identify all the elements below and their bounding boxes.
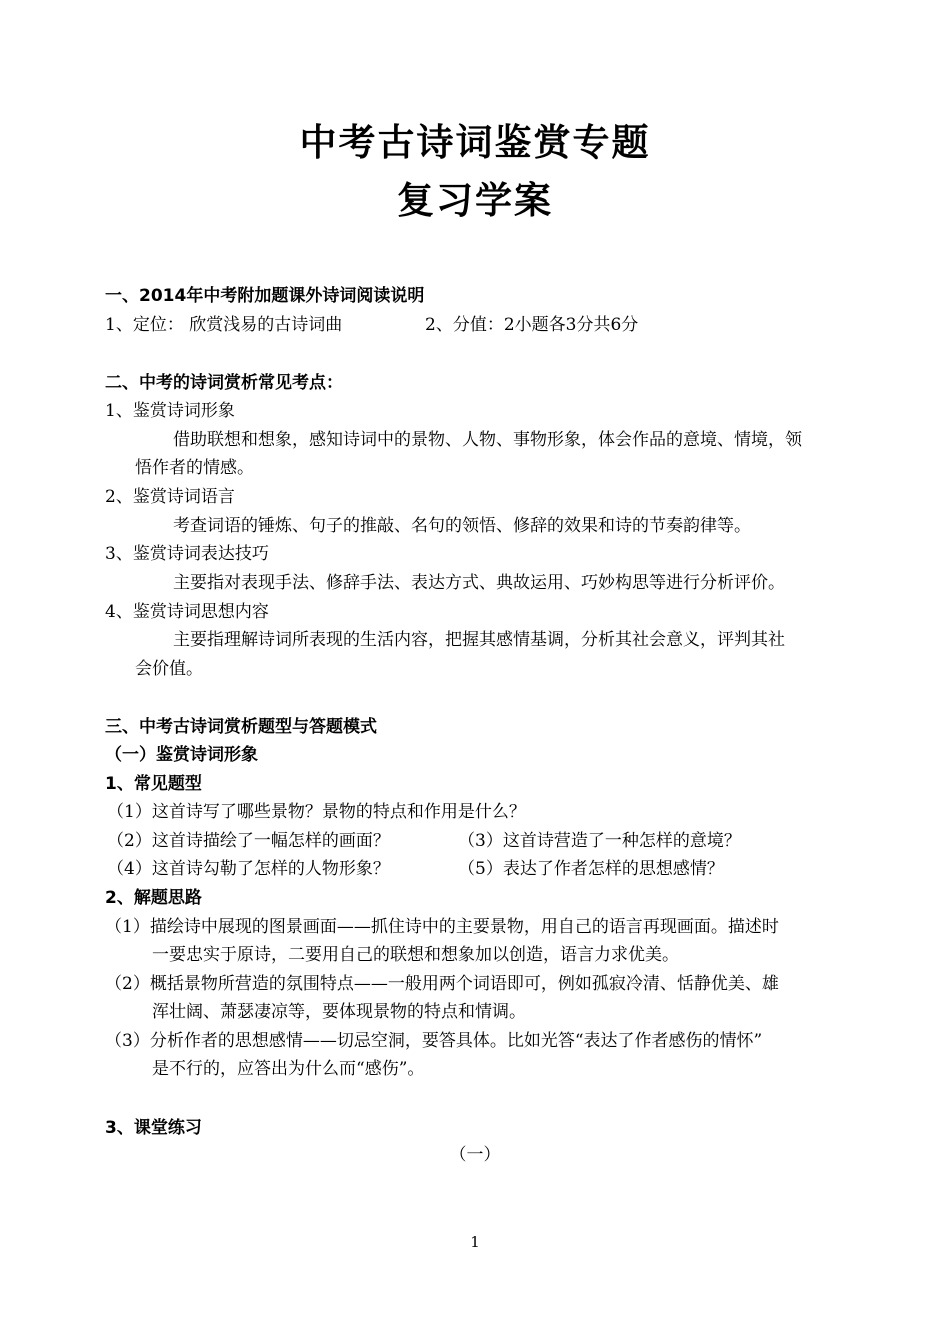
section1-item-position: 1、定位： 欣赏浅易的古诗词曲	[105, 315, 343, 335]
point-desc: 借助联想和想象，感知诗词中的景物、人物、事物形象，体会作品的意境、情境，领	[173, 430, 802, 450]
point-desc-cont: 会价值。	[135, 659, 203, 679]
point-desc: 主要指理解诗词所表现的生活内容，把握其感情基调，分析其社会意义，评判其社	[173, 630, 785, 650]
section3-heading: 三、中考古诗词赏析题型与答题模式	[105, 717, 377, 737]
section2-heading: 二、中考的诗词赏析常见考点：	[105, 373, 343, 393]
point-label: 3、鉴赏诗词表达技巧	[105, 544, 269, 564]
point-desc-cont: 悟作者的情感。	[135, 458, 254, 478]
approach-1-cont: 一要忠实于原诗，二要用自己的联想和想象加以创造，语言力求优美。	[152, 945, 679, 965]
point-label: 4、鉴赏诗词思想内容	[105, 602, 269, 622]
page-number: 1	[470, 1233, 480, 1251]
section3-subheading: （一）鉴赏诗词形象	[105, 745, 258, 765]
practice-part-label: （一）	[449, 1145, 501, 1165]
approach-heading: 2、解题思路	[105, 888, 202, 908]
point-label: 2、鉴赏诗词语言	[105, 487, 235, 507]
approach-3-cont: 是不行的，应答出为什么而“感伤”。	[152, 1059, 425, 1079]
approach-2-cont: 浑壮阔、萧瑟凄凉等，要体现景物的特点和情调。	[152, 1002, 526, 1022]
document-title-line2: 复习学案	[397, 179, 553, 222]
point-desc: 主要指对表现手法、修辞手法、表达方式、典故运用、巧妙构思等进行分析评价。	[173, 573, 785, 593]
point-label: 1、鉴赏诗词形象	[105, 401, 235, 421]
section1-item-score: 2、分值：2小题各3分共6分	[425, 315, 639, 335]
common-types-heading: 1、常见题型	[105, 774, 202, 794]
question-5: （5）表达了作者怎样的思想感情？	[458, 859, 724, 879]
point-desc: 考查词语的锤炼、句子的推敲、名句的领悟、修辞的效果和诗的节奏韵律等。	[173, 516, 751, 536]
practice-heading: 3、课堂练习	[105, 1118, 202, 1138]
question-2: （2）这首诗描绘了一幅怎样的画面？	[107, 831, 390, 851]
document-title-line1: 中考古诗词鉴赏专题	[299, 121, 651, 164]
question-3: （3）这首诗营造了一种怎样的意境？	[458, 831, 741, 851]
approach-1: （1）描绘诗中展现的图景画面——抓住诗中的主要景物，用自己的语言再现画面。描述时	[105, 917, 779, 937]
section1-heading: 一、2014年中考附加题课外诗词阅读说明	[105, 286, 425, 306]
approach-3: （3）分析作者的思想感情——切忌空洞，要答具体。比如光答“表达了作者感伤的情怀”	[105, 1031, 763, 1051]
question-1: （1）这首诗写了哪些景物？景物的特点和作用是什么？	[107, 802, 526, 822]
approach-2: （2）概括景物所营造的氛围特点——一般用两个词语即可，例如孤寂冷清、恬静优美、雄	[105, 974, 779, 994]
question-4: （4）这首诗勾勒了怎样的人物形象？	[107, 859, 390, 879]
